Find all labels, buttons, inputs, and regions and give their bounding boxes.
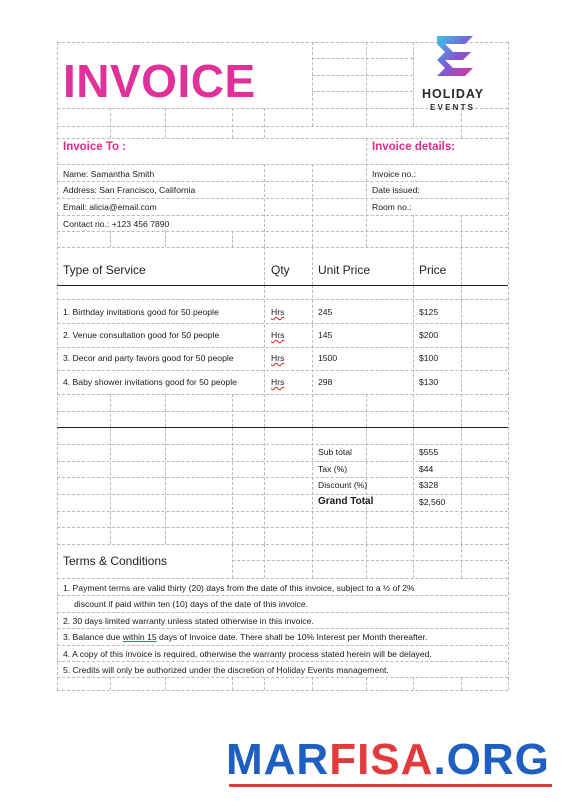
terms-line-1-continued: discount if paid within ten (10) days of the date of this invoice.	[74, 599, 309, 609]
subtotal-value: $555	[419, 447, 439, 457]
service-cell: 2. Venue consultation good for 50 people	[63, 330, 220, 340]
terms-line-5: 5. Credits will only be authorized under the discretion of Holiday Events management.	[63, 665, 389, 675]
watermark-part-1: MAR	[226, 735, 330, 784]
price-cell: $100	[419, 353, 439, 363]
customer-address: Address: San Francisco, California	[63, 185, 196, 195]
qty-cell: Hrs	[271, 353, 285, 363]
header-qty: Qty	[271, 263, 290, 277]
header-price: Price	[419, 263, 447, 277]
customer-email: Email: alicia@email.com	[63, 202, 157, 212]
holiday-events-logo	[415, 34, 507, 116]
terms-line-3-end: days of Invoice date. There shall be 10% Interest per Month thereafter.	[156, 632, 428, 642]
price-cell: $125	[419, 307, 439, 317]
qty-cell: Hrs	[271, 307, 285, 317]
invoice-number: Invoice no.:	[372, 169, 416, 179]
discount-label: Discount (%)	[318, 480, 368, 490]
terms-line-3-highlight: within 15	[122, 632, 157, 642]
qty-cell: Hrs	[271, 377, 285, 387]
invoice-title: INVOICE	[63, 55, 256, 107]
terms-heading: Terms & Conditions	[63, 554, 168, 568]
room-number: Room no.:	[372, 202, 412, 212]
price-cell: $130	[419, 377, 439, 387]
marfisa-watermark	[226, 735, 550, 784]
unit-price-cell: 1500	[318, 353, 338, 363]
customer-name: Name: Samantha Smith	[63, 169, 155, 179]
terms-line-4: 4. A copy of this invoice is required, otherwise the warranty process stated herein will be delayed.	[63, 649, 432, 659]
grand-total-value: $2,560	[419, 497, 446, 507]
invoice-details-heading: Invoice details:	[372, 141, 456, 153]
watermark-part-2: FISA	[329, 735, 434, 784]
tax-label: Tax (%)	[318, 464, 348, 474]
invoice-to-heading: Invoice To :	[63, 141, 127, 153]
service-cell: 4. Baby shower invitations good for 50 people	[63, 377, 237, 387]
header-unit-price: Unit Price	[318, 263, 371, 277]
logo-holiday-text: HOLIDAY	[422, 87, 485, 101]
qty-cell: Hrs	[271, 330, 285, 340]
watermark-part-3: .ORG	[433, 735, 550, 784]
service-cell: 3. Decor and party favors good for 50 people	[63, 353, 234, 363]
terms-line-2: 2. 30 days limited warranty unless stated otherwise in this invoice.	[63, 616, 314, 626]
discount-value: $328	[419, 480, 439, 490]
terms-line-1: 1. Payment terms are valid thirty (20) days from the date of this invoice, subject to a ½ of 2%	[63, 583, 415, 593]
watermark-underline	[229, 784, 552, 787]
customer-contact: Contact no.: +123 456 7890	[63, 219, 170, 229]
grand-total-label: Grand Total	[318, 496, 374, 507]
price-cell: $200	[419, 330, 439, 340]
unit-price-cell: 245	[318, 307, 333, 317]
service-cell: 1. Birthday invitations good for 50 people	[63, 307, 219, 317]
terms-line-3-start: 3. Balance due	[63, 632, 123, 642]
date-issued: Date issued:	[372, 185, 420, 195]
unit-price-cell: 145	[318, 330, 333, 340]
subtotal-label: Sub total	[318, 447, 352, 457]
tax-value: $44	[419, 464, 434, 474]
table-header-rule	[57, 285, 508, 286]
unit-price-cell: 298	[318, 377, 333, 387]
terms-line-3	[63, 633, 427, 642]
header-type-of-service: Type of Service	[63, 263, 146, 277]
logo-events-text: EVENTS	[430, 103, 476, 112]
table-bottom-rule	[57, 427, 508, 428]
